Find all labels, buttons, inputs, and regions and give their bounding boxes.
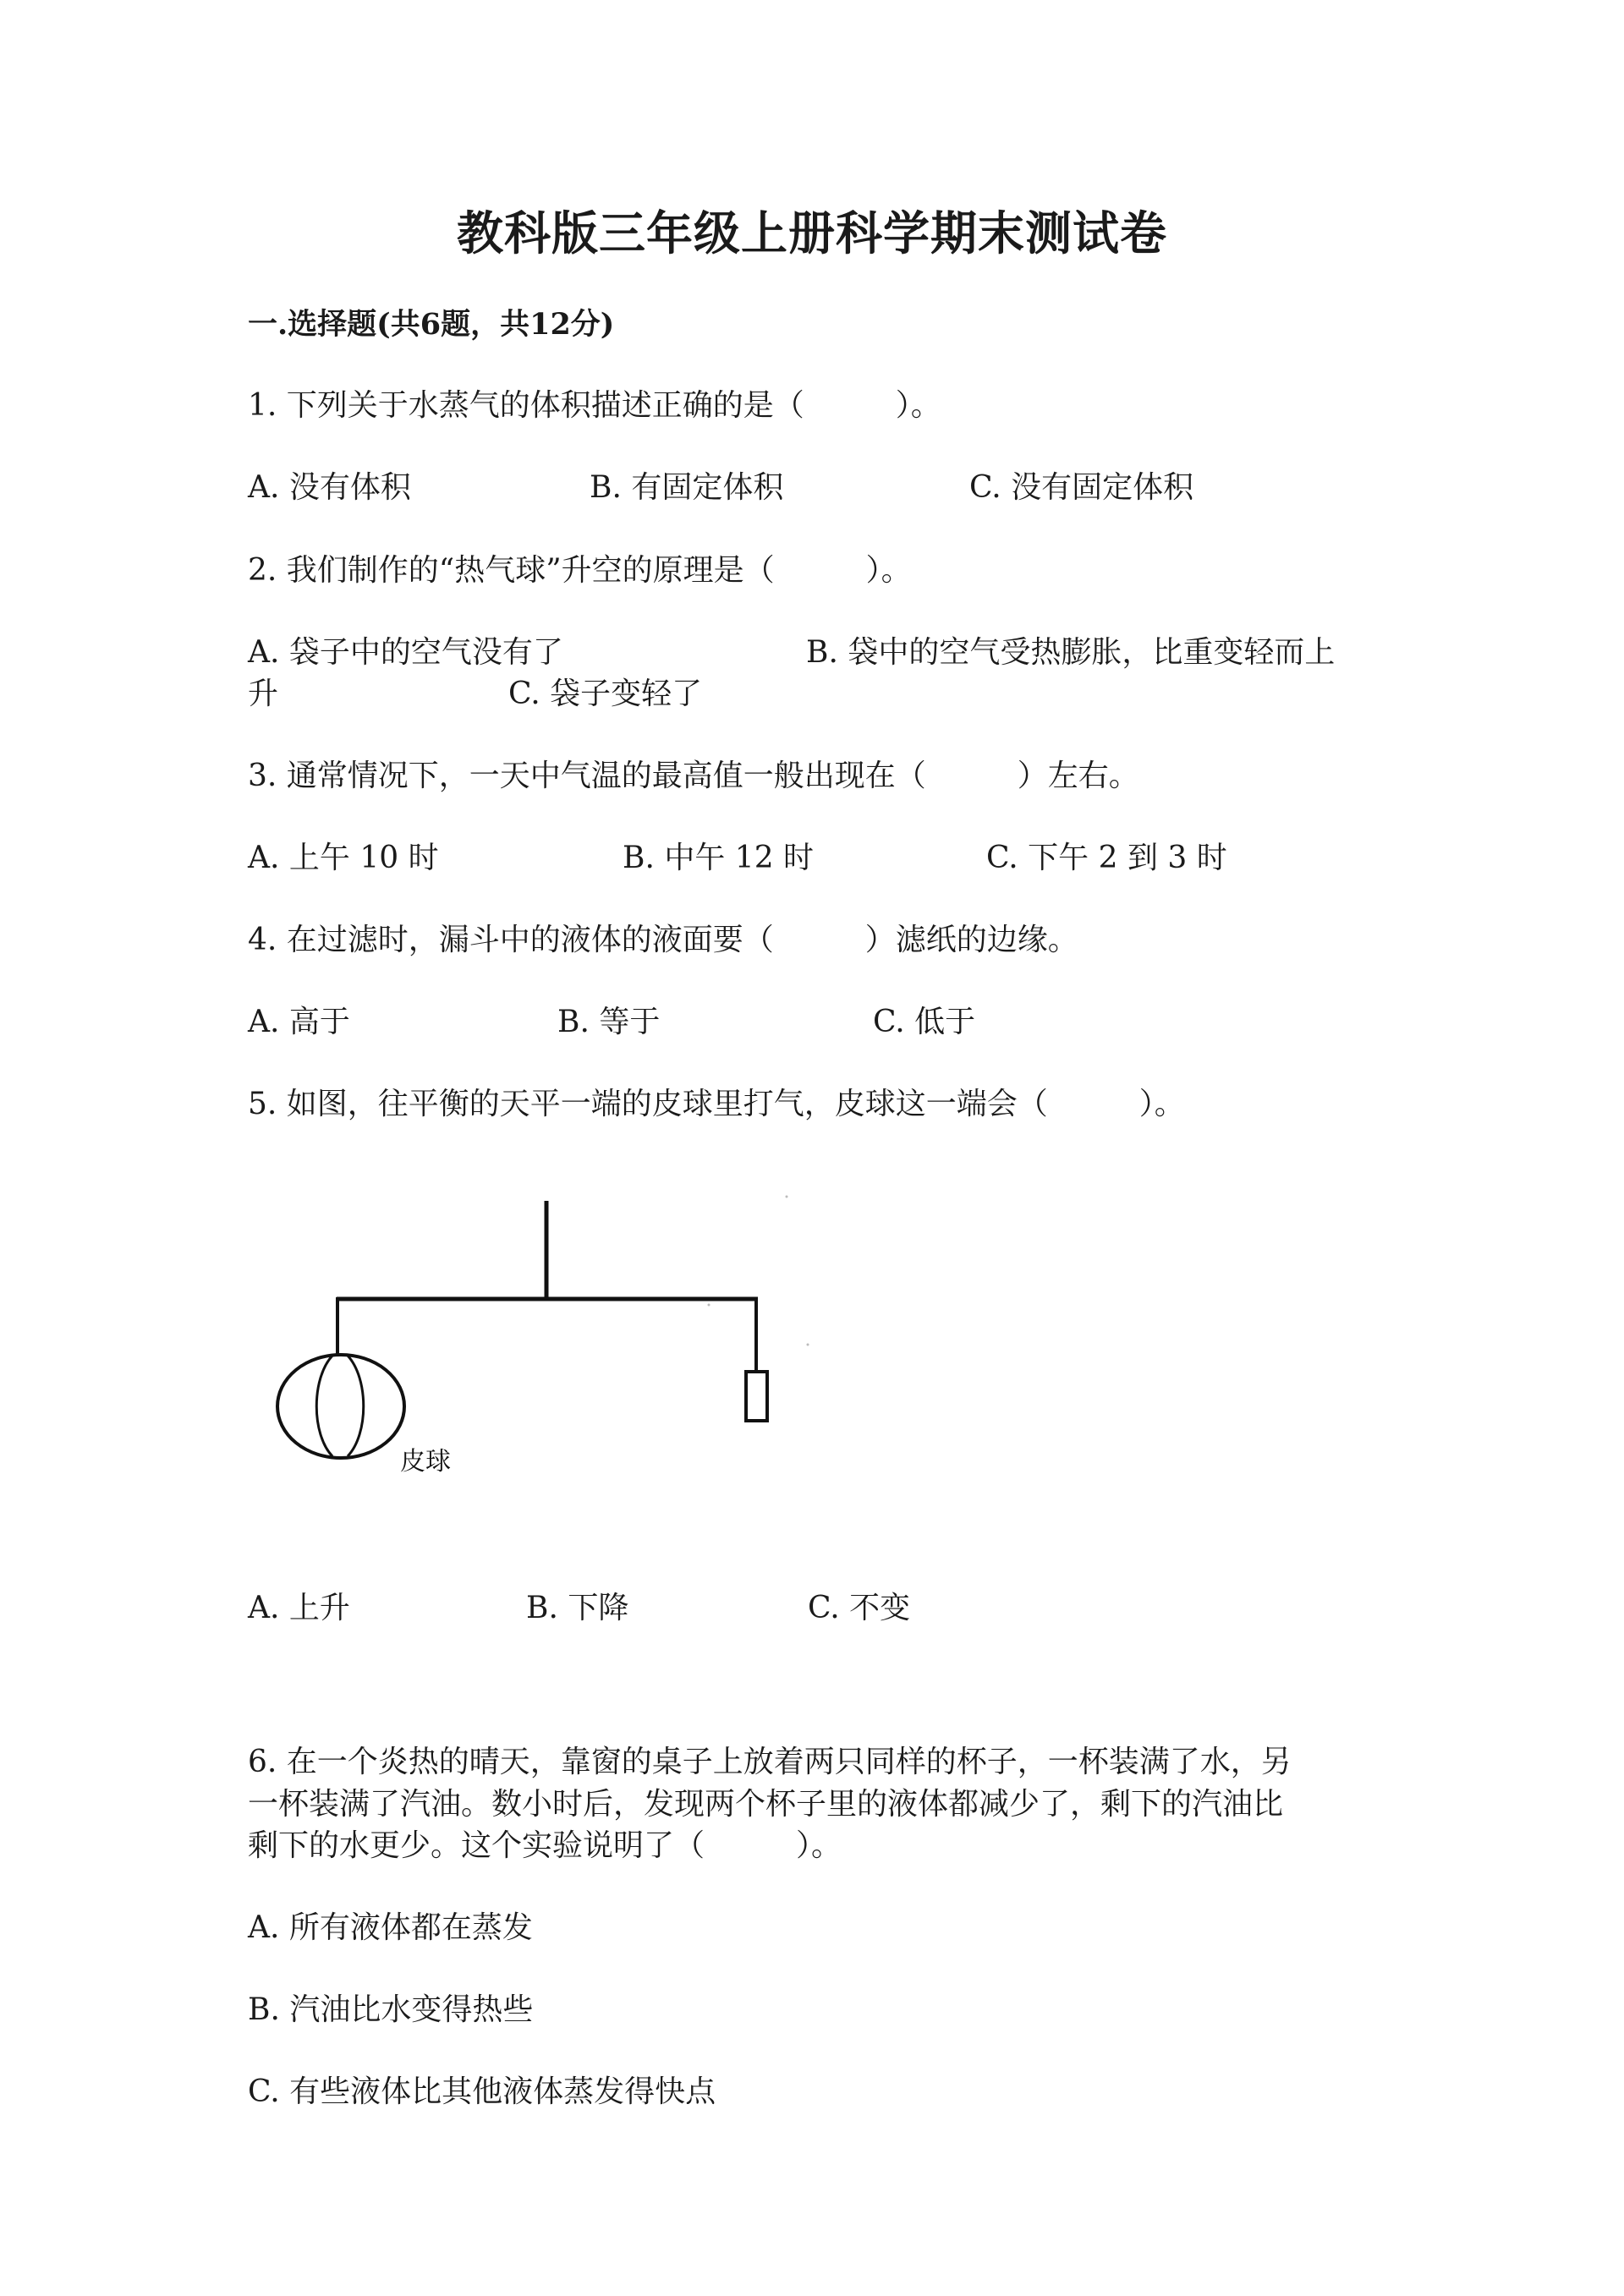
ball-icon — [277, 1355, 404, 1458]
question-3-option-b[interactable]: B. 中午 12 时 — [623, 841, 815, 875]
question-6-option-c[interactable]: C. 有些液体比其他液体蒸发得快点 — [248, 2074, 716, 2109]
question-2-option-b-continued: 升 — [248, 677, 279, 711]
section-heading: 一.选择题(共6题，共12分) — [248, 307, 615, 342]
question-6-stem-line-1: 6. 在一个炎热的晴天，靠窗的桌子上放着两只同样的杯子，一杯装满了水，另 — [248, 1745, 1292, 1779]
question-3-stem: 3. 通常情况下，一天中气温的最高值一般出现在（ ）左右。 — [248, 759, 1139, 793]
question-2-option-a[interactable]: A. 袋子中的空气没有了 — [248, 635, 563, 670]
question-5-option-c[interactable]: C. 不变 — [808, 1591, 911, 1625]
speck — [708, 1304, 710, 1307]
question-5-option-a[interactable]: A. 上升 — [248, 1591, 350, 1625]
question-6-option-b[interactable]: B. 汽油比水变得热些 — [248, 1992, 534, 2027]
question-4-option-a[interactable]: A. 高于 — [248, 1005, 350, 1039]
question-2-option-b[interactable]: B. 袋中的空气受热膨胀，比重变轻而上 — [806, 635, 1336, 670]
ball-seam-right — [348, 1356, 364, 1456]
question-4-option-c[interactable]: C. 低于 — [873, 1005, 976, 1039]
ball-label: 皮球 — [400, 1448, 451, 1476]
ball-seam-left — [316, 1356, 332, 1456]
question-4-option-b[interactable]: B. 等于 — [557, 1005, 661, 1039]
speck — [786, 1196, 788, 1198]
question-6-option-a[interactable]: A. 所有液体都在蒸发 — [248, 1910, 533, 1945]
counterweight — [746, 1372, 767, 1421]
question-5-stem: 5. 如图，往平衡的天平一端的皮球里打气，皮球这一端会（ ）。 — [248, 1087, 1185, 1121]
speck — [807, 1344, 809, 1346]
question-6-stem-line-2: 一杯装满了汽油。数小时后，发现两个杯子里的液体都减少了，剩下的汽油比 — [248, 1787, 1284, 1822]
question-2-stem: 2. 我们制作的“热气球”升空的原理是（ ）。 — [248, 553, 912, 588]
balance-diagram — [245, 1184, 837, 1522]
question-6-stem-line-3: 剩下的水更少。这个实验说明了（ ）。 — [248, 1828, 842, 1863]
question-1-stem: 1. 下列关于水蒸气的体积描述正确的是（ ）。 — [248, 388, 941, 423]
question-1-option-b[interactable]: B. 有固定体积 — [590, 470, 784, 505]
question-4-stem: 4. 在过滤时，漏斗中的液体的液面要（ ）滤纸的边缘。 — [248, 923, 1078, 957]
question-3-option-c[interactable]: C. 下午 2 到 3 时 — [986, 841, 1227, 875]
question-1-option-c[interactable]: C. 没有固定体积 — [969, 470, 1194, 505]
page-title: 教科版三年级上册科学期末测试卷 — [456, 205, 1167, 260]
question-3-option-a[interactable]: A. 上午 10 时 — [248, 841, 439, 875]
question-5-option-b[interactable]: B. 下降 — [526, 1591, 629, 1625]
balance-figure — [245, 1184, 837, 1522]
question-1-option-a[interactable]: A. 没有体积 — [248, 470, 411, 505]
question-2-option-c[interactable]: C. 袋子变轻了 — [508, 677, 703, 711]
